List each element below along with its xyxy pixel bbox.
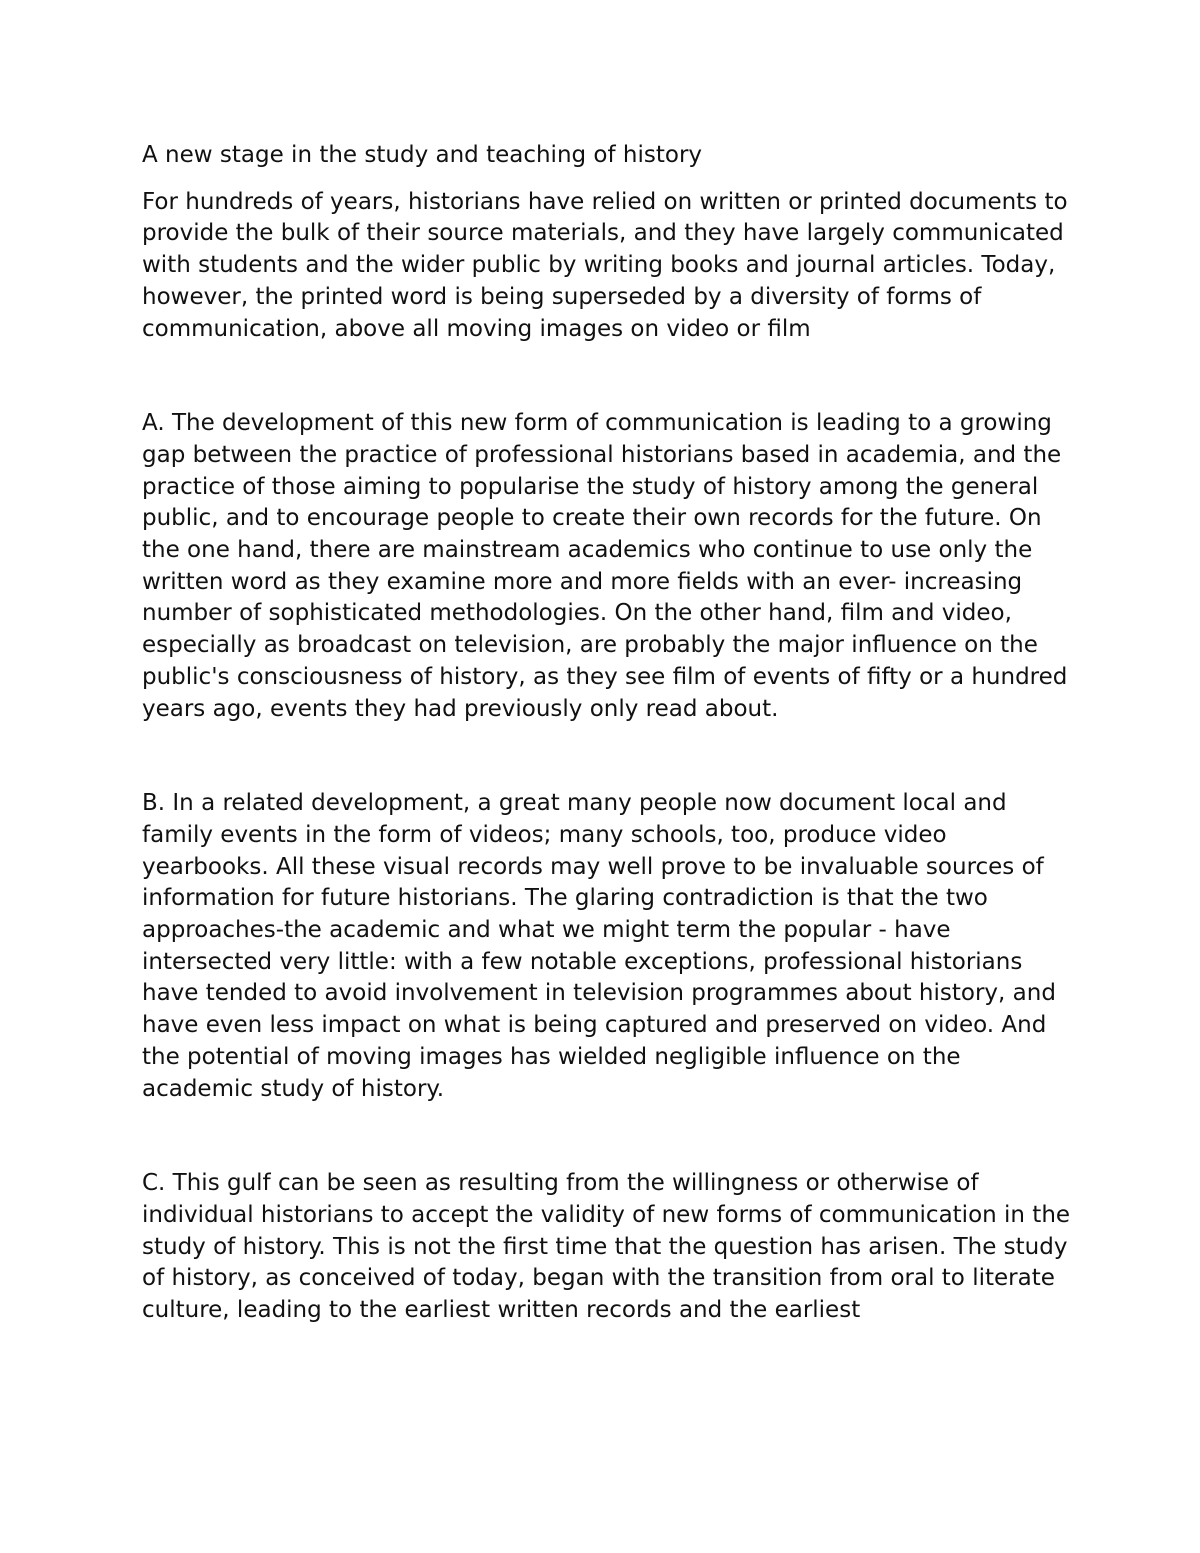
document-title: A new stage in the study and teaching of history <box>142 142 703 168</box>
paragraph-b: B. In a related development, a great many people now document local and family events in the form of videos; many schools, too, produce video yearbooks. All these visual records may well prove to be invaluable sources of information for future historians. The glaring contradiction is that the two approaches-the academic and what we might term the popular - have intersected very little: with a few notable exceptions, professional historians have tended to avoid involvement in television programmes about history, and have even less impact on what is being captured and preserved on video. And the potential of moving images has wielded negligible influence on the academic study of history. <box>142 790 1056 1102</box>
document-body <box>142 140 1072 1327</box>
paragraph-spacer <box>142 725 1072 788</box>
paragraph-a: A. The development of this new form of communication is leading to a growing gap between the practice of professional historians based in academia, and the practice of those aiming to popularise the study of history among the general public, and to encourage people to create their own records for the future. On the one hand, there are mainstream academics who continue to use only the written word as they examine more and more fields with an ever- increasing number of sophisticated methodologies. On the other hand, film and video, especially as broadcast on television, are probably the major influence on the public's consciousness of history, as they see film of events of fifty or a hundred years ago, events they had previously only read about. <box>142 410 1068 722</box>
paragraph-spacer <box>142 345 1072 408</box>
paragraph-c: C. This gulf can be seen as resulting from the willingness or otherwise of individual historians to accept the validity of new forms of communication in the study of history. This is not the first time that the question has arisen. The study of history, as conceived of today, began with the transition from oral to literate culture, leading to the earliest written records and the earliest <box>142 1170 1071 1324</box>
intro-paragraph: For hundreds of years, historians have relied on written or printed documents to provide the bulk of their source materials, and they have largely communicated with students and the wider public by writing books and journal articles. Today, however, the printed word is being superseded by a diversity of forms of communication, above all moving images on video or film <box>142 188 1068 342</box>
paragraph-spacer <box>142 1105 1072 1168</box>
